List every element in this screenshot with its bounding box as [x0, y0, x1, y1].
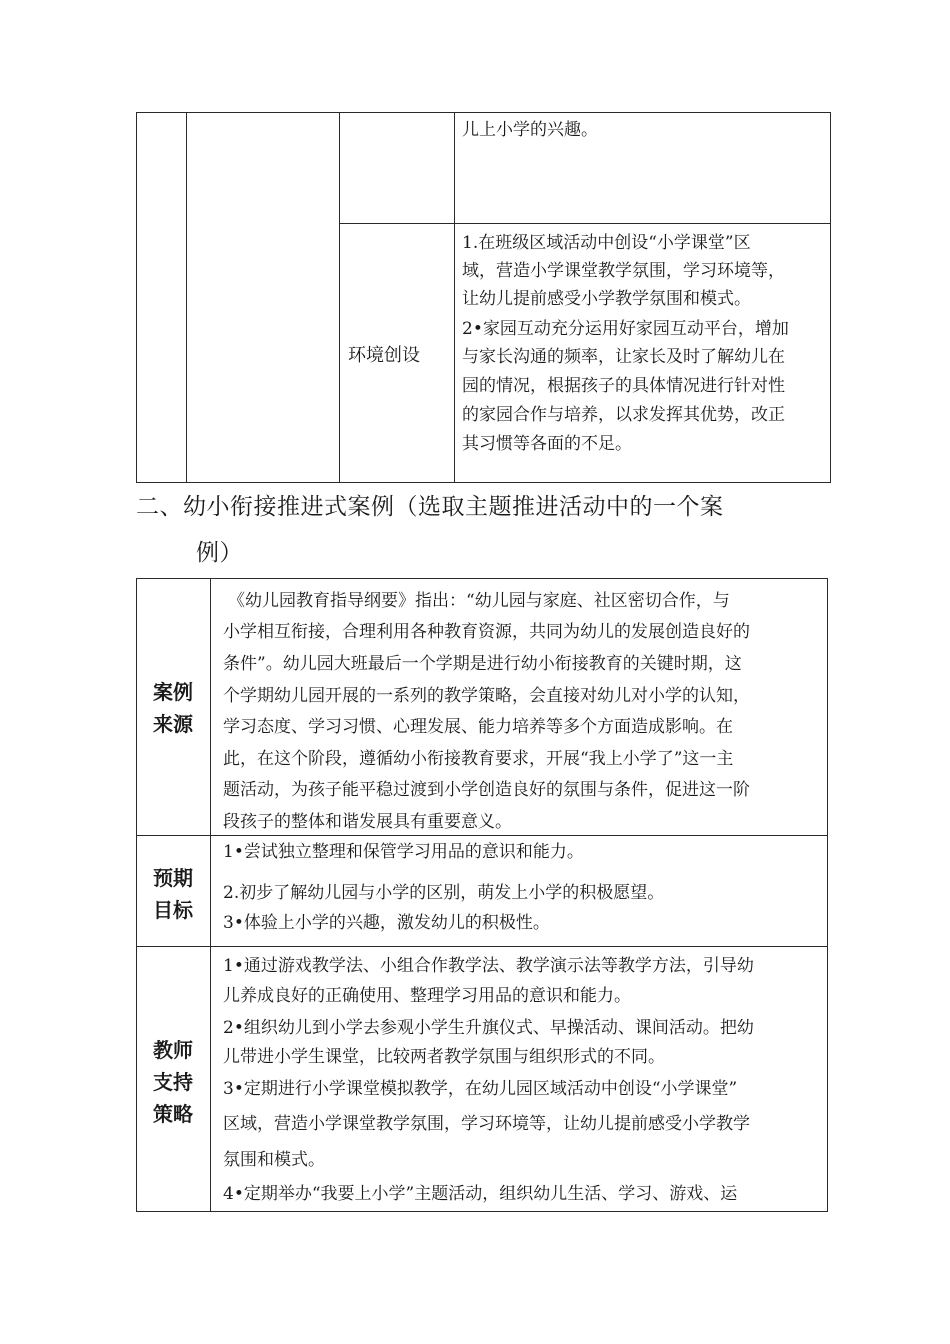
case-source-label-line: 案例 — [153, 680, 193, 704]
top-table-col-divider-2 — [339, 112, 340, 483]
teacher-strategy-line: 区域，营造小学课堂教学氛围，学习环境等，让幼儿提前感受小学教学 — [223, 1114, 750, 1134]
case-source-label-line: 来源 — [153, 712, 193, 736]
expected-goals-line: 1•尝试独立整理和保管学习用品的意识和能力。 — [223, 842, 584, 862]
case-source-line: 学习态度、学习习惯、心理发展、能力培养等多个方面造成影响。在 — [223, 717, 733, 737]
case-source-line: 段孩子的整体和谐发展具有重要意义。 — [223, 812, 512, 832]
case-table-border-left — [136, 578, 137, 1212]
section-heading-line2: 例） — [196, 540, 243, 566]
case-table-border-top — [136, 578, 828, 579]
teacher-strategy-label-line: 支持 — [153, 1070, 193, 1094]
case-source-line: 小学相互衔接，合理利用各种教育资源，共同为幼儿的发展创造良好的 — [223, 622, 750, 642]
top-table-border-right — [830, 112, 831, 483]
case-source-line: 条件”。幼儿园大班最后一个学期是进行幼小衔接教育的关键时期，这 — [223, 654, 742, 674]
case-source-line: 此，在这个阶段，遵循幼小衔接教育要求，开展“我上小学了”这一主 — [223, 749, 734, 769]
environment-line: 园的情况，根据孩子的具体情况进行针对性 — [462, 376, 785, 396]
teacher-strategy-line: 1•通过游戏教学法、小组合作教学法、教学演示法等教学方法，引导幼 — [223, 956, 754, 976]
environment-line: 的家园合作与培养，以求发挥其优势，改正 — [462, 405, 785, 425]
teacher-strategy-line: 2•组织幼儿到小学去参观小学生升旗仪式、早操活动、课间活动。把幼 — [223, 1018, 754, 1038]
environment-line: 让幼儿提前感受小学教学氛围和模式。 — [462, 289, 751, 309]
top-table-border-left — [136, 112, 137, 483]
teacher-strategy-line: 氛围和模式。 — [223, 1150, 325, 1170]
environment-line: 2•家园互动充分运用好家园互动平台，增加 — [462, 319, 789, 339]
teacher-strategy-line: 儿养成良好的正确使用、整理学习用品的意识和能力。 — [223, 986, 631, 1006]
case-table-row-divider-2 — [136, 946, 828, 947]
case-source-line: 题活动，为孩子能平稳过渡到小学创造良好的氛围与条件，促进这一阶 — [223, 780, 750, 800]
expected-goals-line: 3•体验上小学的兴趣，激发幼儿的积极性。 — [223, 913, 550, 933]
environment-line: 1.在班级区域活动中创设“小学课堂”区 — [462, 233, 751, 253]
expected-goals-label-line: 预期 — [153, 866, 193, 890]
teacher-strategy-label-line: 教师 — [153, 1038, 193, 1062]
environment-line: 与家长沟通的频率，让家长及时了解幼儿在 — [462, 347, 785, 367]
teacher-strategy-line: 儿带进小学生课堂，比较两者教学氛围与组织形式的不同。 — [223, 1047, 665, 1067]
section-heading-line1: 二、幼小衔接推进式案例（选取主题推进活动中的一个案 — [136, 494, 724, 520]
environment-line: 域，营造小学课堂教学氛围，学习环境等， — [462, 261, 785, 281]
top-table-row-divider — [339, 223, 830, 224]
expected-goals-label-line: 目标 — [153, 898, 193, 922]
teacher-strategy-line: 4•定期举办“我要上小学”主题活动，组织幼儿生活、学习、游戏、运 — [223, 1184, 738, 1204]
top-table-border-bottom — [136, 482, 830, 483]
teacher-strategy-label-line: 策略 — [153, 1102, 193, 1126]
case-source-line: 个学期幼儿园开展的一系列的教学策略，会直接对幼儿对小学的认知， — [223, 686, 750, 706]
top-row1-text: 儿上小学的兴趣。 — [462, 120, 598, 140]
top-table-border-top — [136, 112, 830, 113]
case-table-border-right — [827, 578, 828, 1212]
case-table-col-divider — [210, 578, 211, 1212]
case-source-label — [141, 676, 205, 740]
case-table-border-bottom — [136, 1211, 828, 1212]
expected-goals-label — [141, 862, 205, 926]
expected-goals-line: 2.初步了解幼儿园与小学的区别，萌发上小学的积极愿望。 — [223, 883, 665, 903]
environment-label: 环境创设 — [348, 345, 420, 366]
top-table-col-divider-1 — [186, 112, 187, 483]
environment-line: 其习惯等各面的不足。 — [462, 434, 632, 454]
case-source-line: 《幼儿园教育指导纲要》指出：“幼儿园与家庭、社区密切合作，与 — [228, 591, 730, 611]
teacher-strategy-line: 3•定期进行小学课堂模拟教学，在幼儿园区域活动中创设“小学课堂” — [223, 1079, 738, 1099]
case-table-row-divider-1 — [136, 835, 828, 836]
top-table-col-divider-3 — [454, 112, 455, 483]
teacher-strategy-label — [141, 1034, 205, 1130]
